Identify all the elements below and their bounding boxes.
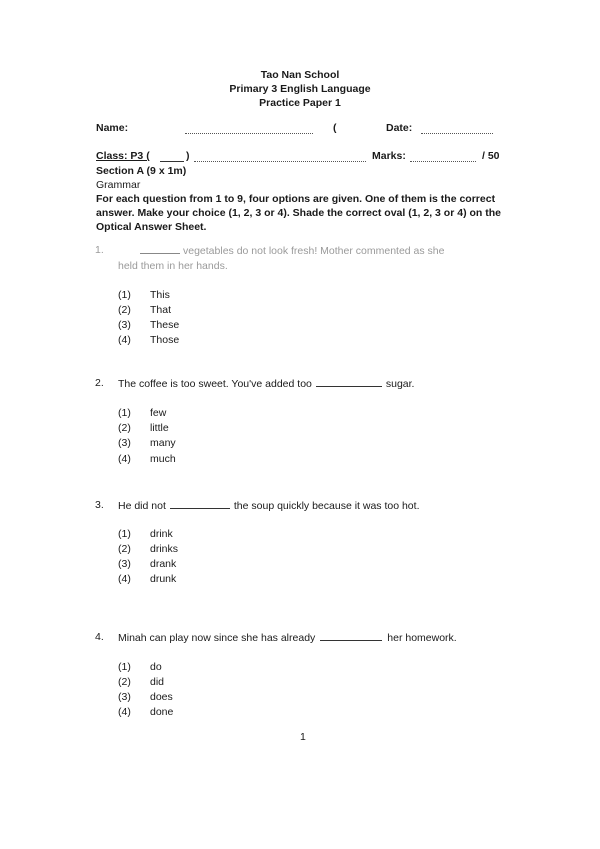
option-number: (4): [118, 334, 131, 346]
option-number: (3): [118, 558, 131, 570]
option-text: Those: [150, 334, 180, 346]
option-text: drank: [150, 558, 177, 570]
question-number: 4.: [95, 631, 104, 643]
option-text: These: [150, 319, 180, 331]
option-number: (1): [118, 289, 131, 301]
option-number: (4): [118, 706, 131, 718]
question-text-after: her homework.: [387, 632, 457, 644]
question-text-line2: held them in her hands.: [118, 260, 228, 272]
option-number: (1): [118, 407, 131, 419]
question-text-after: vegetables do not look fresh! Mother commented as she: [183, 245, 445, 257]
date-label: Date:: [386, 122, 413, 134]
question-text-before: The coffee is too sweet. You've added too: [118, 378, 312, 390]
option-text: few: [150, 407, 167, 419]
class-label: Class: P3 (: [96, 150, 150, 162]
option-text: little: [150, 422, 169, 434]
question-text-after: the soup quickly because it was too hot.: [233, 500, 420, 512]
question-stem: [118, 244, 444, 257]
marks-label: Marks:: [372, 150, 406, 162]
answer-blank: [316, 377, 382, 387]
name-label: Name:: [96, 122, 129, 134]
option-number: (3): [118, 437, 131, 449]
option-text: did: [150, 676, 165, 688]
answer-blank: [170, 499, 230, 509]
marks-field-line: [410, 161, 476, 162]
option-number: (4): [118, 573, 131, 585]
question-stem: [118, 377, 414, 390]
option-text: do: [150, 661, 162, 673]
option-number: (3): [118, 319, 131, 331]
option-text: many: [150, 437, 176, 449]
date-field-line: [421, 133, 493, 134]
class-dotted-line: [194, 161, 366, 162]
school-name: Tao Nan School: [260, 69, 340, 81]
option-number: (2): [118, 676, 131, 688]
option-number: (1): [118, 528, 131, 540]
option-text: drink: [150, 528, 173, 540]
option-number: (1): [118, 661, 131, 673]
section-title: Section A (9 x 1m): [96, 165, 187, 177]
question-text-before: Minah can play now since she has already: [118, 632, 316, 644]
option-text: much: [150, 453, 176, 465]
question-number: 2.: [95, 377, 104, 389]
option-text: does: [150, 691, 173, 703]
question-number: 3.: [95, 499, 104, 511]
question-stem: [118, 631, 457, 644]
paper-title: Practice Paper 1: [259, 97, 341, 109]
option-number: (3): [118, 691, 131, 703]
option-number: (4): [118, 453, 131, 465]
option-text: This: [150, 289, 170, 301]
name-field-line: [185, 133, 313, 134]
option-text: drinks: [150, 543, 179, 555]
option-text: That: [150, 304, 172, 316]
subject-title: Primary 3 English Language: [229, 83, 371, 95]
option-number: (2): [118, 422, 131, 434]
name-bracket: (: [333, 122, 337, 134]
marks-total: / 50: [482, 150, 500, 162]
question-stem: [118, 499, 420, 512]
answer-blank: [140, 244, 180, 254]
question-text-before: He did not: [118, 500, 166, 512]
class-close: ): [186, 150, 190, 162]
section-topic: Grammar: [96, 179, 141, 191]
question-number: 1.: [95, 244, 104, 256]
option-text: done: [150, 706, 174, 718]
option-number: (2): [118, 543, 131, 555]
instructions: For each question from 1 to 9, four options are given. One of them is the correct answer. Make your choice (1, 2, 3 or 4). Shade the correct oval (1, 2, 3 or 4) on the Optical Answer Sheet.: [96, 193, 501, 233]
question-text-after: sugar.: [385, 378, 415, 390]
class-field-line: [160, 161, 184, 162]
option-number: (2): [118, 304, 131, 316]
answer-blank: [320, 631, 382, 641]
page-number: 1: [300, 731, 306, 743]
option-text: drunk: [150, 573, 177, 585]
